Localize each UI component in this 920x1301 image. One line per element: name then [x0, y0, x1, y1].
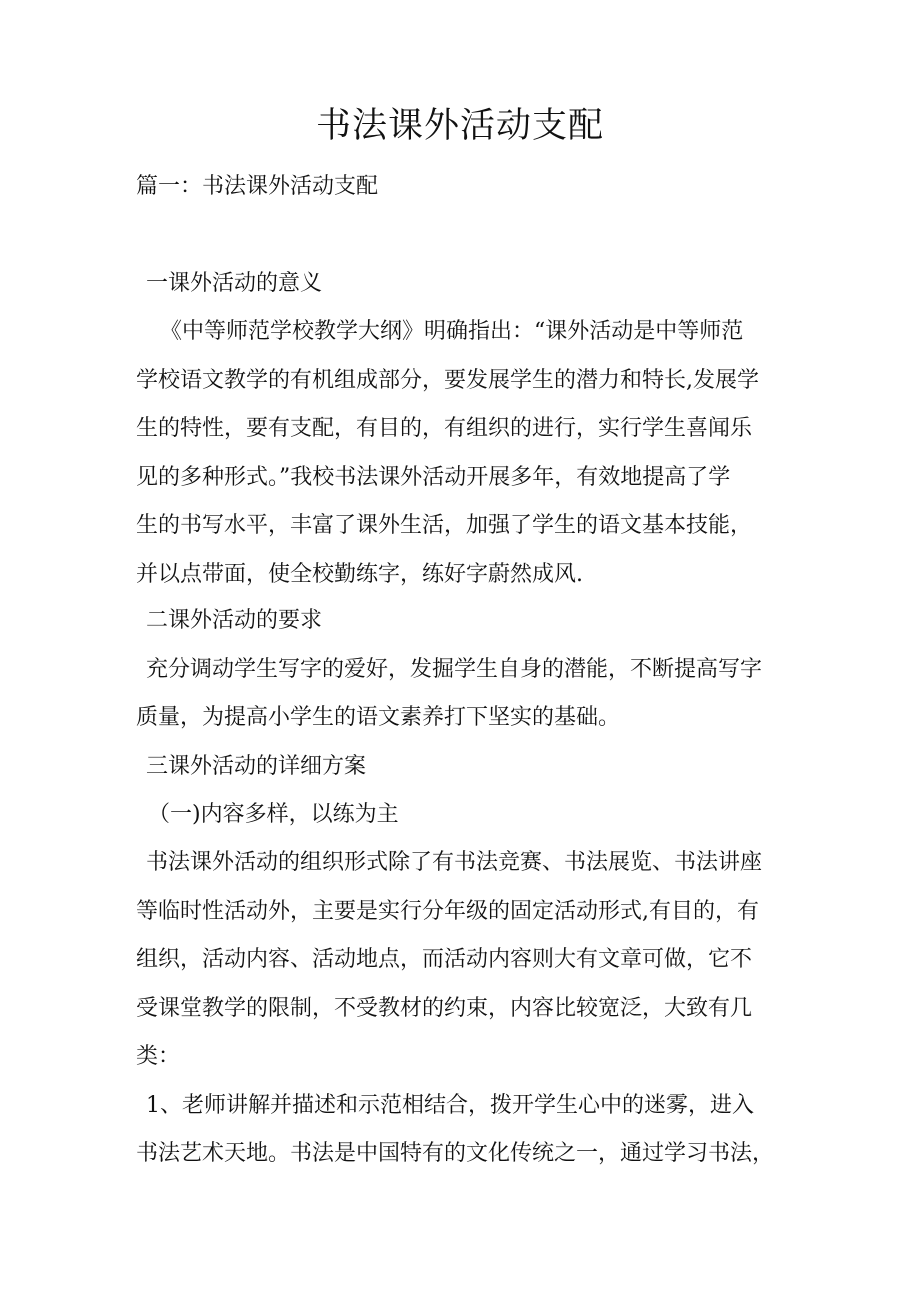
paragraph-line: 组织，活动内容、活动地点，而活动内容则大有文章可做，它不	[136, 947, 753, 972]
paragraph-line: 等临时性活动外，主要是实行分年级的固定活动形式,有目的，有	[136, 899, 759, 924]
paragraph-line: 《中等师范学校教学大纲》明确指出：“课外活动是中等师范	[160, 319, 744, 344]
paragraph-line: 书法课外活动的组织形式除了有书法竞赛、书法展览、书法讲座	[146, 850, 763, 875]
paragraph-line: 质量，为提高小学生的语文素养打下坚实的基础。	[136, 705, 621, 730]
document-title: 书法课外活动支配	[315, 106, 604, 146]
paragraph-line: 受课堂教学的限制，不受教材的约束，内容比较宽泛，大致有几	[136, 996, 753, 1021]
paragraph-line: 充分调动学生写字的爱好，发掘学生自身的潜能，不断提高写字	[146, 657, 763, 682]
paragraph-line: 1、老师讲解并描述和示范相结合，拨开学生心中的迷雾，进入	[146, 1093, 754, 1118]
paragraph-line: 学校语文教学的有机组成部分，要发展学生的潜力和特长,发展学	[136, 368, 759, 393]
section-heading-3: 三课外活动的详细方案	[146, 754, 367, 779]
paragraph-line: 见的多种形式。”我校书法课外活动开展多年，有效地提高了学	[136, 465, 731, 490]
paragraph-line: 生的特性，要有支配，有目的，有组织的进行，实行学生喜闻乐	[136, 416, 753, 441]
paragraph-line: 书法艺术天地。书法是中国特有的文化传统之一，通过学习书法，	[136, 1141, 775, 1166]
paragraph-line: 类：	[136, 1044, 181, 1069]
section-heading-1: 一课外活动的意义	[146, 271, 323, 296]
document-subtitle: 篇一：书法课外活动支配	[136, 174, 379, 199]
subsection-heading: （一)内容多样，以练为主	[148, 802, 399, 827]
section-heading-2: 二课外活动的要求	[146, 608, 323, 633]
paragraph-line: 生的书写水平，丰富了课外生活，加强了学生的语文基本技能，	[136, 513, 753, 538]
paragraph-line: 并以点带面，使全校勤练字，练好字蔚然成风.	[136, 562, 583, 587]
